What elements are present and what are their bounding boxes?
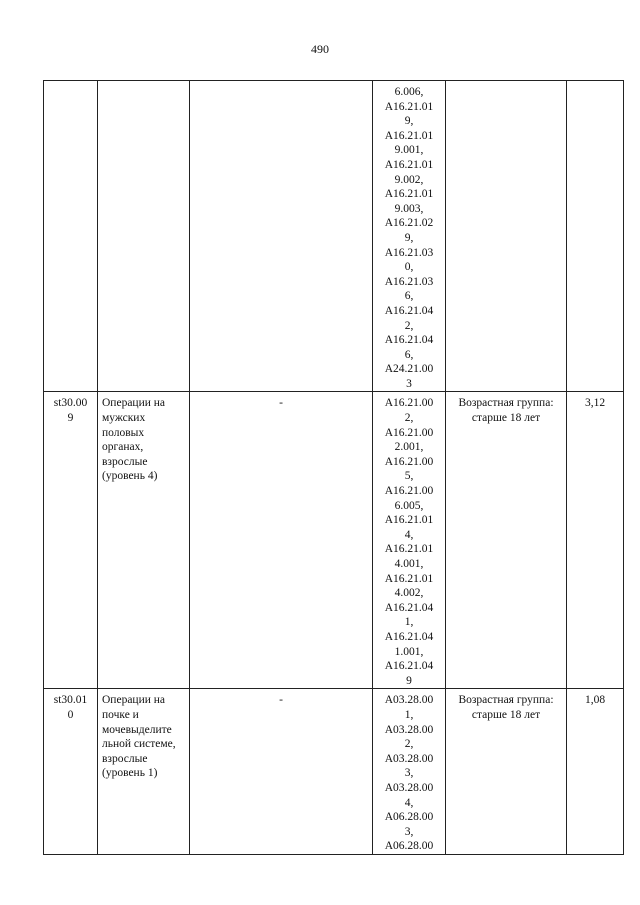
page-number: 490 xyxy=(311,42,329,56)
cell-service-codes-line: 2, xyxy=(404,319,414,332)
cell-additional-criteria xyxy=(446,81,567,392)
table-row xyxy=(44,392,624,689)
cell-ksg-name-line: взрослые xyxy=(102,752,148,765)
cell-ksg-code xyxy=(44,392,98,689)
cell-service-codes-line: A16.21.04 xyxy=(384,660,434,673)
cell-additional-criteria-line: Возрастная группа: xyxy=(458,694,554,707)
cell-service-codes-line: 5, xyxy=(404,470,414,483)
cell-service-codes-line: A16.21.00 xyxy=(384,485,434,498)
cell-service-codes-line: A16.21.01 xyxy=(384,543,434,556)
cell-ksg-code xyxy=(44,689,98,855)
cell-service-codes-line: 6, xyxy=(404,348,414,361)
cell-ksg-name-line: половых xyxy=(102,426,145,439)
cell-service-codes-line: 2, xyxy=(404,738,414,751)
cell-service-codes-line: A16.21.04 xyxy=(384,601,434,614)
cell-service-codes-line: A03.28.00 xyxy=(384,723,434,736)
cell-service-codes-line: 3, xyxy=(404,825,414,838)
cell-service-codes-line: 4.001, xyxy=(394,558,424,570)
cell-service-codes-line: 3, xyxy=(404,767,414,780)
cell-ksg-code-line: st30.01 xyxy=(53,694,88,707)
cell-service-codes-line: A16.21.01 xyxy=(384,188,434,201)
cell-service-codes xyxy=(373,689,446,855)
cell-service-codes-line: A16.21.01 xyxy=(384,514,434,527)
cell-service-codes-line: 9, xyxy=(404,115,414,128)
cell-service-codes-line: A16.21.01 xyxy=(384,129,434,142)
cell-ksg-code xyxy=(44,81,98,392)
cell-ksg-name xyxy=(98,392,190,689)
cell-service-codes xyxy=(373,392,446,689)
cell-service-codes-line: 4, xyxy=(404,528,414,541)
cell-ksg-name xyxy=(98,689,190,855)
cell-service-codes-line: 1.001, xyxy=(394,645,424,658)
cell-service-codes-line: 1, xyxy=(404,616,414,629)
cell-ksg-code-line: 9 xyxy=(67,412,74,425)
cell-diagnosis-code-text: - xyxy=(279,397,283,410)
cell-service-codes-line: A16.21.00 xyxy=(384,397,434,410)
cell-service-codes-line: 3 xyxy=(406,377,412,390)
cell-ksg-name-line: Операции на xyxy=(102,694,166,707)
cell-ksg-name-line: почке и xyxy=(102,708,139,721)
cell-service-codes-line: A03.28.00 xyxy=(384,694,434,707)
cell-coefficient-text: 1,08 xyxy=(584,694,606,707)
cell-additional-criteria xyxy=(446,392,567,689)
cell-service-codes-line: A03.28.00 xyxy=(384,752,434,765)
cell-service-codes-line: A16.21.02 xyxy=(384,217,434,230)
cell-service-codes-line: 4, xyxy=(404,796,414,809)
cell-ksg-name-line: (уровень 1) xyxy=(102,767,158,780)
cell-service-codes-line: A16.21.04 xyxy=(384,334,434,347)
cell-service-codes-line: 6.006, xyxy=(394,86,424,98)
cell-ksg-name-line: мочевыделите xyxy=(102,723,172,736)
cell-additional-criteria-line: старше 18 лет xyxy=(471,708,541,721)
cell-service-codes-line: A16.21.01 xyxy=(384,572,434,585)
cell-coefficient xyxy=(567,81,624,392)
cell-service-codes-line: 2.001, xyxy=(394,441,424,454)
cell-ksg-name-line: мужских xyxy=(102,412,146,425)
cell-service-codes-line: A16.21.03 xyxy=(384,246,434,259)
cell-service-codes-line: A16.21.04 xyxy=(384,304,434,317)
cell-service-codes-line: 4.002, xyxy=(394,587,424,600)
cell-service-codes-line: A16.21.00 xyxy=(384,455,434,468)
cell-service-codes-line: A06.28.00 xyxy=(384,840,434,853)
cell-service-codes-line: A24.21.00 xyxy=(384,363,434,376)
cell-ksg-code-line: st30.00 xyxy=(53,397,88,410)
cell-coefficient-text: 3,12 xyxy=(584,397,606,410)
cell-coefficient xyxy=(567,689,624,855)
cell-service-codes-line: 9 xyxy=(406,674,412,687)
cell-service-codes-line: 0, xyxy=(404,261,414,274)
cell-ksg-name-line: (уровень 4) xyxy=(102,470,158,483)
cell-diagnosis-code xyxy=(190,392,373,689)
cell-service-codes-line: 1, xyxy=(404,708,414,721)
cell-ksg-name-line: льной системе, xyxy=(102,738,176,751)
cell-ksg-name-line: органах, xyxy=(102,441,144,454)
cell-additional-criteria xyxy=(446,689,567,855)
cell-ksg-name xyxy=(98,81,190,392)
cell-service-codes-line: A16.21.00 xyxy=(384,426,434,439)
cell-service-codes-line: 9.002, xyxy=(394,173,424,186)
cell-diagnosis-code xyxy=(190,689,373,855)
table-row xyxy=(44,81,624,392)
cell-additional-criteria-line: Возрастная группа: xyxy=(458,397,554,410)
cell-service-codes-line: A16.21.01 xyxy=(384,158,434,171)
cell-service-codes-line: 9.001, xyxy=(394,144,424,157)
cell-service-codes-line: A03.28.00 xyxy=(384,781,434,794)
cell-service-codes-line: 9.003, xyxy=(394,202,424,215)
cell-service-codes-line: 9, xyxy=(404,231,414,244)
cell-additional-criteria-line: старше 18 лет xyxy=(471,412,541,425)
cell-diagnosis-code-text: - xyxy=(279,694,283,707)
cell-service-codes-line: 6.005, xyxy=(394,499,424,512)
table-row xyxy=(44,689,624,855)
cell-service-codes-line: A16.21.04 xyxy=(384,630,434,643)
cell-service-codes-line: A16.21.03 xyxy=(384,275,434,288)
cell-coefficient xyxy=(567,392,624,689)
cell-service-codes-line: A16.21.01 xyxy=(384,100,434,113)
ksg-table xyxy=(43,80,624,855)
cell-service-codes-line: A06.28.00 xyxy=(384,811,434,824)
cell-service-codes-line: 6, xyxy=(404,290,414,303)
cell-ksg-name-line: Операции на xyxy=(102,397,166,410)
cell-service-codes xyxy=(373,81,446,392)
cell-diagnosis-code xyxy=(190,81,373,392)
cell-ksg-name-line: взрослые xyxy=(102,455,148,468)
cell-service-codes-line: 2, xyxy=(404,412,414,425)
cell-ksg-code-line: 0 xyxy=(67,708,74,721)
